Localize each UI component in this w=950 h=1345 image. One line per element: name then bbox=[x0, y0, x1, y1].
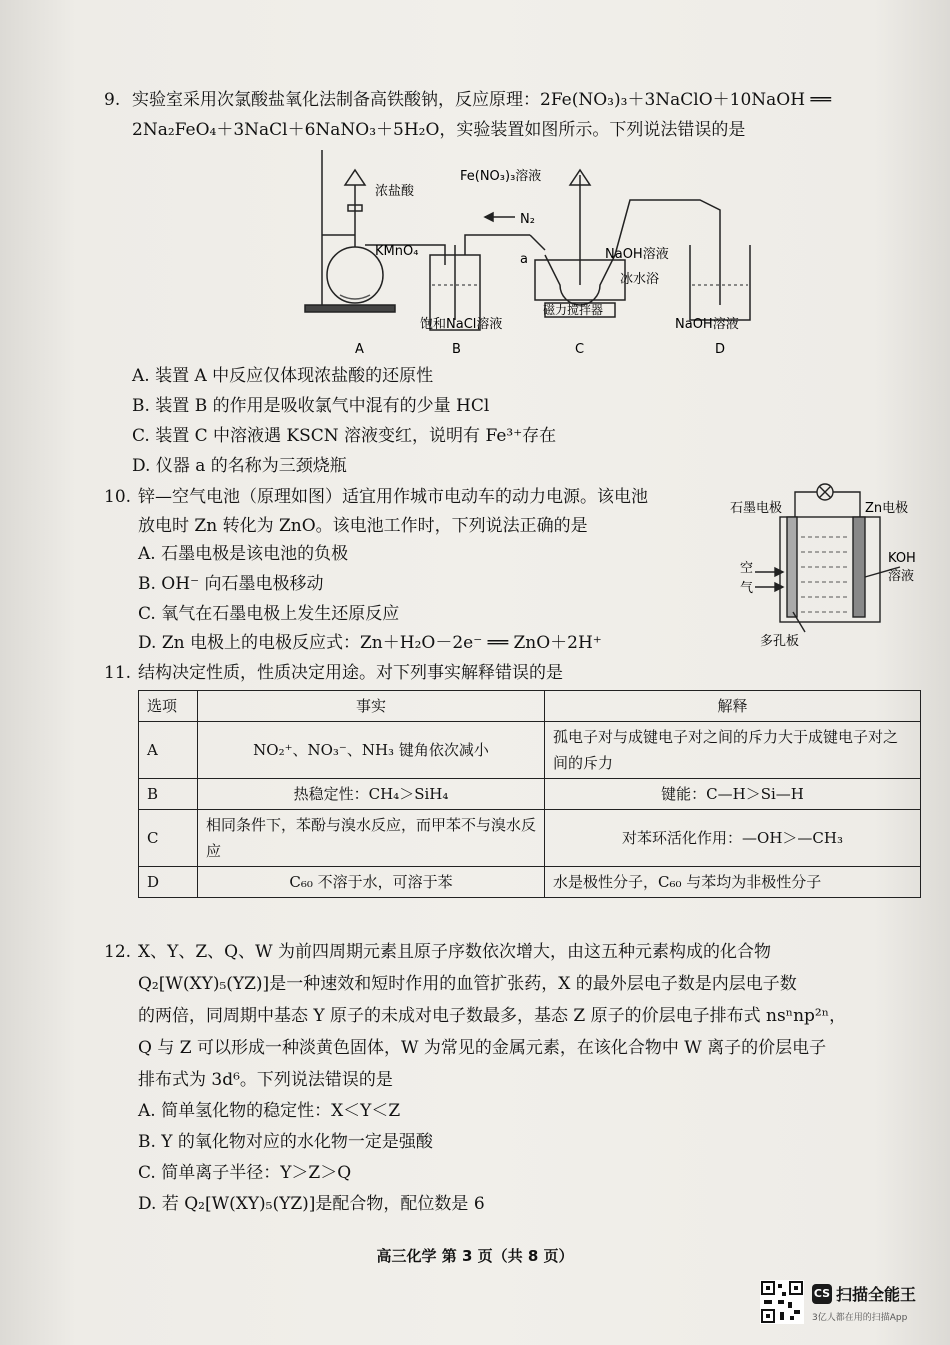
label-a: a bbox=[520, 252, 528, 267]
label-n2: N₂ bbox=[520, 212, 535, 227]
q9-option-c: C. 装置 C 中溶液遇 KSCN 溶液变红，说明有 Fe³⁺存在 bbox=[132, 426, 557, 446]
label-naoh-c: NaOH溶液 bbox=[605, 247, 669, 262]
label-nonghsuan: 浓盐酸 bbox=[375, 184, 415, 199]
q10-option-a: A. 石墨电极是该电池的负极 bbox=[138, 544, 349, 564]
row-d-fact: C₆₀ 不溶于水，可溶于苯 bbox=[198, 867, 545, 898]
row-c-option: C bbox=[139, 810, 198, 867]
label-porous-plate: 多孔板 bbox=[760, 634, 800, 649]
q12-stem-line5: 排布式为 3d⁶。下列说法错误的是 bbox=[138, 1070, 393, 1090]
row-d-option: D bbox=[139, 867, 198, 898]
label-A: A bbox=[355, 342, 364, 357]
q10-option-d: D. Zn 电极上的电极反应式：Zn＋H₂O－2e⁻ ══ ZnO＋2H⁺ bbox=[138, 633, 602, 653]
q10-option-b: B. OH⁻ 向石墨电极移动 bbox=[138, 574, 324, 594]
row-d-explanation: 水是极性分子，C₆₀ 与苯均为非极性分子 bbox=[545, 867, 921, 898]
q12-option-b: B. Y 的氧化物对应的水化物一定是强酸 bbox=[138, 1132, 433, 1152]
label-koh: KOH bbox=[888, 551, 916, 566]
label-nacl: 饱和NaCl溶液 bbox=[420, 317, 503, 332]
q9-number: 9. bbox=[104, 90, 121, 110]
qr-code-icon bbox=[760, 1280, 804, 1324]
q9-option-b: B. 装置 B 的作用是吸收氯气中混有的少量 HCl bbox=[132, 396, 490, 416]
label-C: C bbox=[575, 342, 585, 357]
row-a-fact: NO₂⁺、NO₃⁻、NH₃ 键角依次减小 bbox=[198, 722, 545, 779]
q11-table bbox=[138, 690, 921, 898]
label-air-1: 空 bbox=[740, 561, 754, 576]
q12-number: 12. bbox=[104, 942, 132, 962]
q9-option-d: D. 仪器 a 的名称为三颈烧瓶 bbox=[132, 456, 347, 476]
label-graphite: 石墨电极 bbox=[730, 501, 783, 516]
q12-option-c: C. 简单离子半径：Y＞Z＞Q bbox=[138, 1163, 352, 1183]
q10-battery-figure bbox=[725, 482, 925, 652]
q9-stem-line2: 2Na₂FeO₄＋3NaCl＋6NaNO₃＋5H₂O，实验装置如图所示。下列说法错误的是 bbox=[132, 120, 746, 140]
page-footer: 高三化学 第 3 页（共 8 页） bbox=[376, 1247, 574, 1265]
q10-number: 10. bbox=[104, 487, 132, 507]
scanner-brand: 扫描全能王 bbox=[836, 1285, 917, 1304]
table-header-row bbox=[139, 691, 921, 722]
label-koh-solution: 溶液 bbox=[888, 569, 915, 584]
table-row bbox=[139, 722, 921, 779]
label-B: B bbox=[452, 342, 461, 357]
table-row bbox=[139, 810, 921, 867]
q9-stem-line1: 实验室采用次氯酸盐氧化法制备高铁酸钠，反应原理：2Fe(NO₃)₃＋3NaClO＋10NaOH ══ bbox=[132, 90, 831, 110]
table-header-fact: 事实 bbox=[198, 691, 545, 722]
q9-apparatus-figure bbox=[300, 145, 770, 360]
table-header-explanation: 解释 bbox=[545, 691, 921, 722]
q10-option-c: C. 氧气在石墨电极上发生还原反应 bbox=[138, 604, 400, 624]
row-b-fact: 热稳定性：CH₄＞SiH₄ bbox=[198, 779, 545, 810]
row-b-option: B bbox=[139, 779, 198, 810]
label-stirrer: 磁力搅拌器 bbox=[543, 303, 604, 317]
q10-stem-line2: 放电时 Zn 转化为 ZnO。该电池工作时，下列说法正确的是 bbox=[138, 516, 588, 536]
scanner-tagline: 3亿人都在用的扫描App bbox=[812, 1313, 908, 1323]
label-ice-bath: 冰水浴 bbox=[620, 272, 660, 287]
table-row bbox=[139, 779, 921, 810]
q12-stem-line2: Q₂[W(XY)₅(YZ)]是一种速效和短时作用的血管扩张药，X 的最外层电子数是内层电子数 bbox=[138, 974, 797, 994]
q12-option-a: A. 简单氢化物的稳定性：X＜Y＜Z bbox=[138, 1101, 401, 1121]
q12-stem-line3: 的两倍，同周期中基态 Y 原子的未成对电子数最多，基态 Z 原子的价层电子排布式 nsⁿnp²ⁿ， bbox=[138, 1006, 847, 1026]
q11-stem: 结构决定性质，性质决定用途。对下列事实解释错误的是 bbox=[138, 663, 563, 683]
row-c-explanation: 对苯环活化作用：—OH＞—CH₃ bbox=[545, 810, 921, 867]
label-kmno4: KMnO₄ bbox=[375, 244, 419, 259]
row-a-option: A bbox=[139, 722, 198, 779]
label-fe-solution: Fe(NO₃)₃溶液 bbox=[460, 169, 542, 184]
table-row bbox=[139, 867, 921, 898]
q9-option-a: A. 装置 A 中反应仅体现浓盐酸的还原性 bbox=[132, 366, 434, 386]
q12-stem-line1: X、Y、Z、Q、W 为前四周期元素且原子序数依次增大，由这五种元素构成的化合物 bbox=[138, 942, 771, 962]
row-a-explanation: 孤电子对与成键电子对之间的斥力大于成键电子对之间的斥力 bbox=[545, 722, 921, 779]
q11-number: 11. bbox=[104, 663, 132, 683]
scanner-watermark bbox=[760, 1280, 940, 1340]
cs-logo-icon: CS bbox=[812, 1284, 832, 1304]
table-header-option: 选项 bbox=[139, 691, 198, 722]
q12-stem-line4: Q 与 Z 可以形成一种淡黄色固体，W 为常见的金属元素，在该化合物中 W 离子的价层电子 bbox=[138, 1038, 827, 1058]
label-D: D bbox=[715, 342, 726, 357]
row-b-explanation: 键能：C—H＞Si—H bbox=[545, 779, 921, 810]
row-c-fact: 相同条件下，苯酚与溴水反应，而甲苯不与溴水反应 bbox=[198, 810, 545, 867]
label-zn: Zn电极 bbox=[865, 501, 909, 516]
label-air-2: 气 bbox=[740, 581, 754, 596]
label-naoh-d: NaOH溶液 bbox=[675, 317, 739, 332]
q10-stem-line1: 锌—空气电池（原理如图）适宜用作城市电动车的动力电源。该电池 bbox=[138, 487, 648, 507]
q12-option-d: D. 若 Q₂[W(XY)₅(YZ)]是配合物，配位数是 6 bbox=[138, 1194, 485, 1214]
